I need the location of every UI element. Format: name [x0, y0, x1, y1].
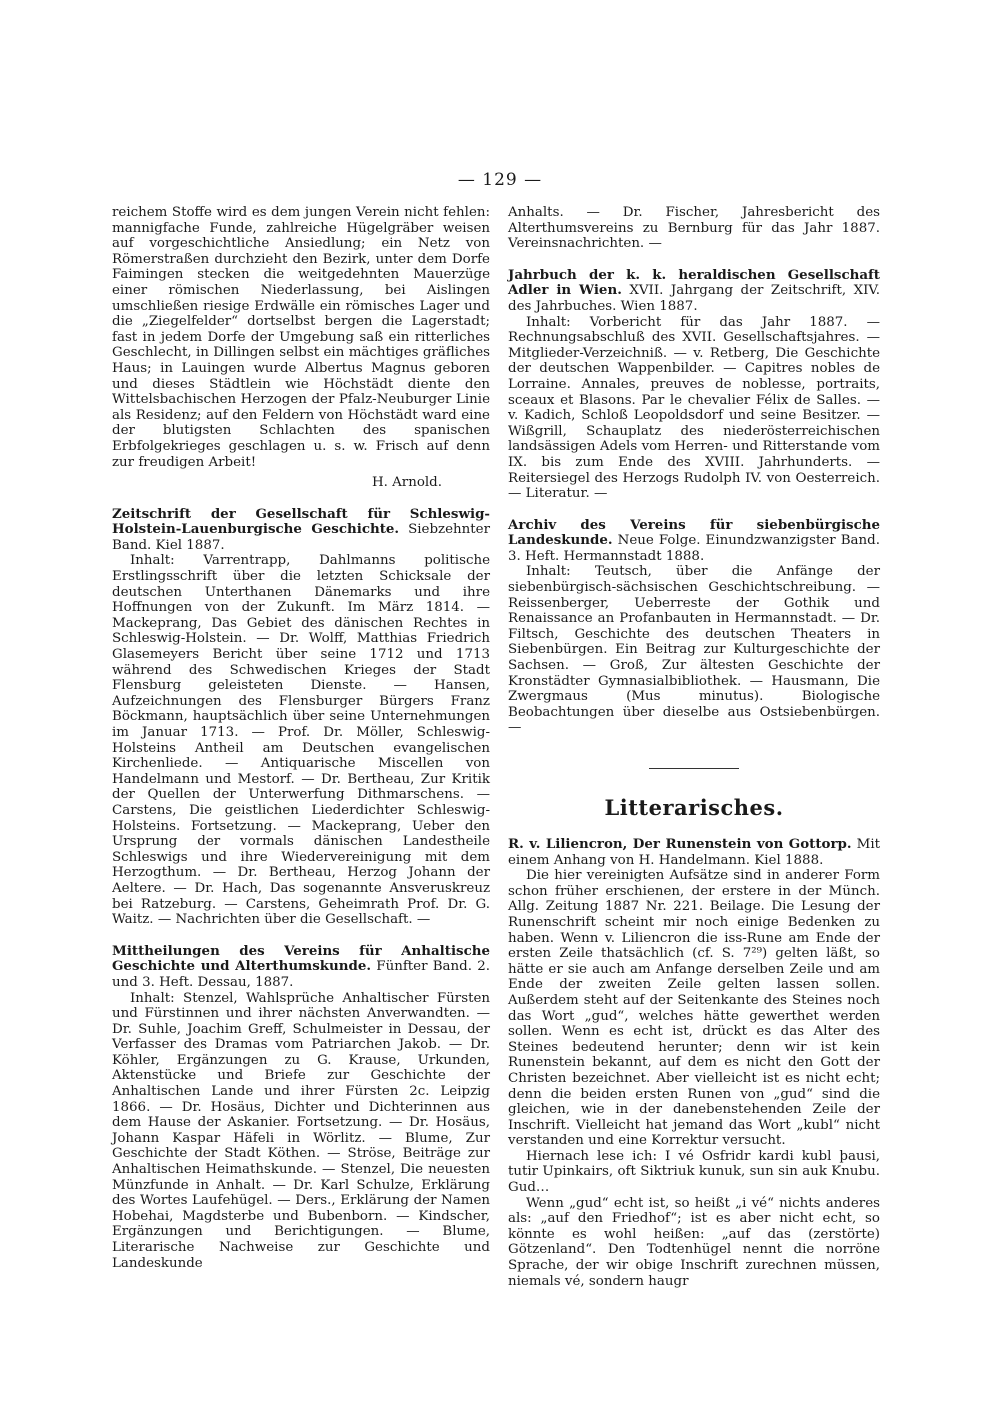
entry-title: Zeitschrift der Gesellschaft für Schleswig-Holstein-Lauenburgische Geschichte. — [112, 505, 490, 538]
bibliography-entry — [508, 518, 880, 565]
author-signature: H. Arnold. — [371, 475, 442, 491]
entry-details: Neue Folge. Einundzwanzigster Band. 3. Heft. Hermannstadt 1888. — [508, 533, 880, 564]
section-heading: Litterarisches. — [604, 795, 784, 820]
entry-title: R. v. Liliencron, Der Runenstein von Gottorp. — [508, 836, 852, 852]
entry-contents: Inhalt: Varrentrapp, Dahlmanns politische Erstlingsschrift über die letzten Schicksale der deutschen Unterthanen Dänemarks und ihre Hoffnungen von der Zukunft. Im März 1814. — Mackeprang, Das Gebiet des dänischen Rechtes in Schleswig-Holstein. — Dr. Wolff, Matthias Friedrich Glasemeyers Bericht über seine 1712 und 1713 während des Schwedischen Krieges der Stadt Flensburg geleisteten Dienste. — Hansen, Aufzeichnungen des Flensburger Bürgers Franz Böckmann, hauptsächlich über seine Unternehmungen im Januar 1713. — Prof. Dr. Möller, Schleswig-Holsteins Antheil am Deutschen evangelischen Kirchenliede. — Antiquarische Miscellen von Handelmann und Mestorf. — Dr. Bertheau, Zur Kritik der Quellen der Unterwerfung Dithmarschens. — Carstens, Die geistlichen Liederdichter Schleswig-Holsteins. Fortsetzung. — Mackeprang, Ueber den Ursprung der vormals dänischen Landestheile Schleswigs und ihre Wiedervereinigung mit dem Herzogthum. — Dr. Bertheau, Herzog Johann der Aeltere. — Dr. Hach, Das sogenannte Ansveruskreuz bei Ratzeburg. — Carstens, Geheimrath Prof. Dr. G. Waitz. — Nachrichten über die Gesellschaft. — — [112, 553, 490, 928]
entry-details: Mit einem Anhang von H. Handelmann. Kiel 1888. — [508, 837, 880, 868]
entry-details: Siebzehnter Band. Kiel 1887. — [112, 522, 490, 553]
right-column — [508, 205, 880, 1289]
left-column — [112, 205, 490, 1271]
entry-details: XVII. Jahrgang der Zeitschrift, XIV. des Jahrbuches. Wien 1887. — [508, 283, 880, 314]
bibliography-entry — [508, 268, 880, 315]
review-paragraph: Wenn „gud“ echt ist, so heißt „i vé“ nichts anderes als: „auf den Friedhof“; ist es aber nicht echt, so könnte es wohl heißen: „auf das (zerstörte) Götzenland“. Den Todtenhügel nennt die norröne Sprache, der wir obige Inschrift zurechnen müssen, niemals vé, sondern haugr — [508, 1195, 880, 1289]
section-divider — [649, 768, 739, 769]
paragraph: Anhalts. — Dr. Fischer, Jahresbericht des Alterthumsvereins zu Bernburg für das Jahr 1887. Vereinsnachrichten. — — [508, 205, 880, 252]
entry-title: Mittheilungen des Vereins für Anhaltische Geschichte und Alterthumskunde. — [112, 942, 490, 975]
entry-contents: Inhalt: Stenzel, Wahlsprüche Anhaltischer Fürsten und Fürstinnen und ihrer nächsten Anverwandten. — Dr. Suhle, Joachim Greff, Schulmeister in Dessau, der Verfasser des Dramas vom Patriarchen Jakob. — Dr. Köhler, Ergänzungen zu G. Krause, Urkunden, Aktenstücke und Briefe zur Geschichte der Anhaltischen Lande und ihrer Fürsten 2c. Leipzig 1866. — Dr. Hosäus, Dichter und Dichterinnen aus dem Hause der Askanier. Fortsetzung. — Dr. Hosäus, Johann Kaspar Häfeli in Wörlitz. — Blume, Zur Geschichte der Stadt Köthen. — Ströse, Beiträge zur Anhaltischen Heimathskunde. — Stenzel, Die neuesten Münzfunde in Anhalt. — Dr. Karl Schulze, Erklärung des Wortes Laufehügel. — Ders., Erklärung der Namen Hobehai, Magdsterbe und Bubenborn. — Kindscher, Ergänzungen und Berichtigungen. — Blume, Literarische Nachweise zur Geschichte und Landeskunde — [112, 990, 490, 1271]
review-entry — [508, 837, 880, 868]
entry-contents: Inhalt: Vorbericht für das Jahr 1887. — Rechnungsabschluß des XVII. Gesellschaftsjahres. — Mitglieder-Verzeichniß. — v. Retberg, Die Geschichte der deutschen Wappenbilder. — Capitres nobles de Lorraine. Annales, preuves de noblesse, portraits, sceaux et Blasons. Par le chevalier Félix de Salles. — v. Kadich, Schloß Leopoldsdorf und seine Besitzer. — Wißgrill, Schauplatz des niederösterreichischen landsässigen Adels vom Herren- und Ritterstande vom IX. bis zum Ende des XVIII. Jahrhunderts. — Reitersiegel des Herzogs Rudolph IV. von Oesterreich. — Literatur. — — [508, 314, 880, 502]
bibliography-entry — [112, 507, 490, 554]
review-paragraph: Die hier vereinigten Aufsätze sind in anderer Form schon früher erschienen, der erstere in der Münch. Allg. Zeitung 1887 Nr. 221. Beilage. Die Lesung der Runenschrift scheint mir noch einige Bedenken zu haben. Wenn v. Liliencron die iss-Rune am Ende der ersten Zeile thatsächlich (cf. S. 7²⁹) gelten läßt, so hätte er sie auch am Anfange derselben Zeile und am Ende der zweiten Zeile gelten lassen sollen. Außerdem steht auf der Seitenkante des Steines noch das Wort „gud“, welches hätte gewerthet werden sollen. Wenn es echt ist, drückt es das Alter des Steines bedeutend herunter; denn wir ist kein Runenstein bekannt, auf dem es nicht den Gott der Christen bezeichnet. Aber vielleicht ist es nicht echt; denn die beiden ersten Runen von „gud“ sind die gleichen, wie in der danebenstehenden Zeile der Inschrift. Vielleicht hat jemand das Wort „kubl“ nicht verstanden und eine Korrektur versucht. — [508, 868, 880, 1149]
review-paragraph: Hiernach lese ich: I vé Osfridr kardi kubl þausi, tutir Upinkairs, oft Siktriuk kunuk, sun sin auk Knubu. Gud… — [508, 1148, 880, 1196]
bibliography-entry — [112, 944, 490, 991]
page-number: — 129 — — [457, 170, 543, 190]
entry-details: Fünfter Band. 2. und 3. Heft. Dessau, 1887. — [112, 959, 490, 990]
paragraph: reichem Stoffe wird es dem jungen Verein nicht fehlen: mannigfache Funde, zahlreiche Hügelgräber weisen auf vorgeschichtliche Ansiedlung; ein Netz von Römerstraßen durchzieht den Bezirk, unter dem Dorfe Faimingen stecken die weitgedehnten Mauerzüge einer römischen Niederlassung, bei Aislingen umschließen riesige Erdwälle ein römisches Lager und die „Ziegelfelder“ dortselbst bergen die Lagerstadt; fast in jedem Dorfe der Umgebung saß ein ritterliches Geschlecht, in Dillingen selbst ein mächtiges gräfliches Haus; in Lauingen wurde Albertus Magnus geboren und dieses Städtlein wie Höchstädt diente den Wittelsbachischen Herzogen der Pfalz-Neuburger Linie als Residenz; auf den Feldern von Höchstädt ward eine der blutigsten Schlachten des spanischen Erbfolgekrieges geschlagen u. s. w. Frisch auf denn zur freudigen Arbeit! — [112, 205, 490, 470]
entry-title: Archiv des Vereins für siebenbürgische Landeskunde. — [508, 516, 880, 549]
entry-title: Jahrbuch der k. k. heraldischen Gesellschaft Adler in Wien. — [508, 266, 880, 299]
entry-contents: Inhalt: Teutsch, über die Anfänge der siebenbürgisch-sächsischen Geschichtschreibung. — Reissenberger, Ueberreste der Gothik und Renaissance an Profanbauten in Hermannstadt. — Dr. Filtsch, Geschichte des deutschen Theaters in Siebenbürgen. Ein Beitrag zur Kulturgeschichte der Sachsen. — Groß, Zur ältesten Geschichte der Kronstädter Gymnasialbibliothek. — Hausmann, Die Zwergmaus (Mus minutus). Biologische Beobachtungen über dieselbe aus Ostsiebenbürgen. — — [508, 564, 880, 736]
